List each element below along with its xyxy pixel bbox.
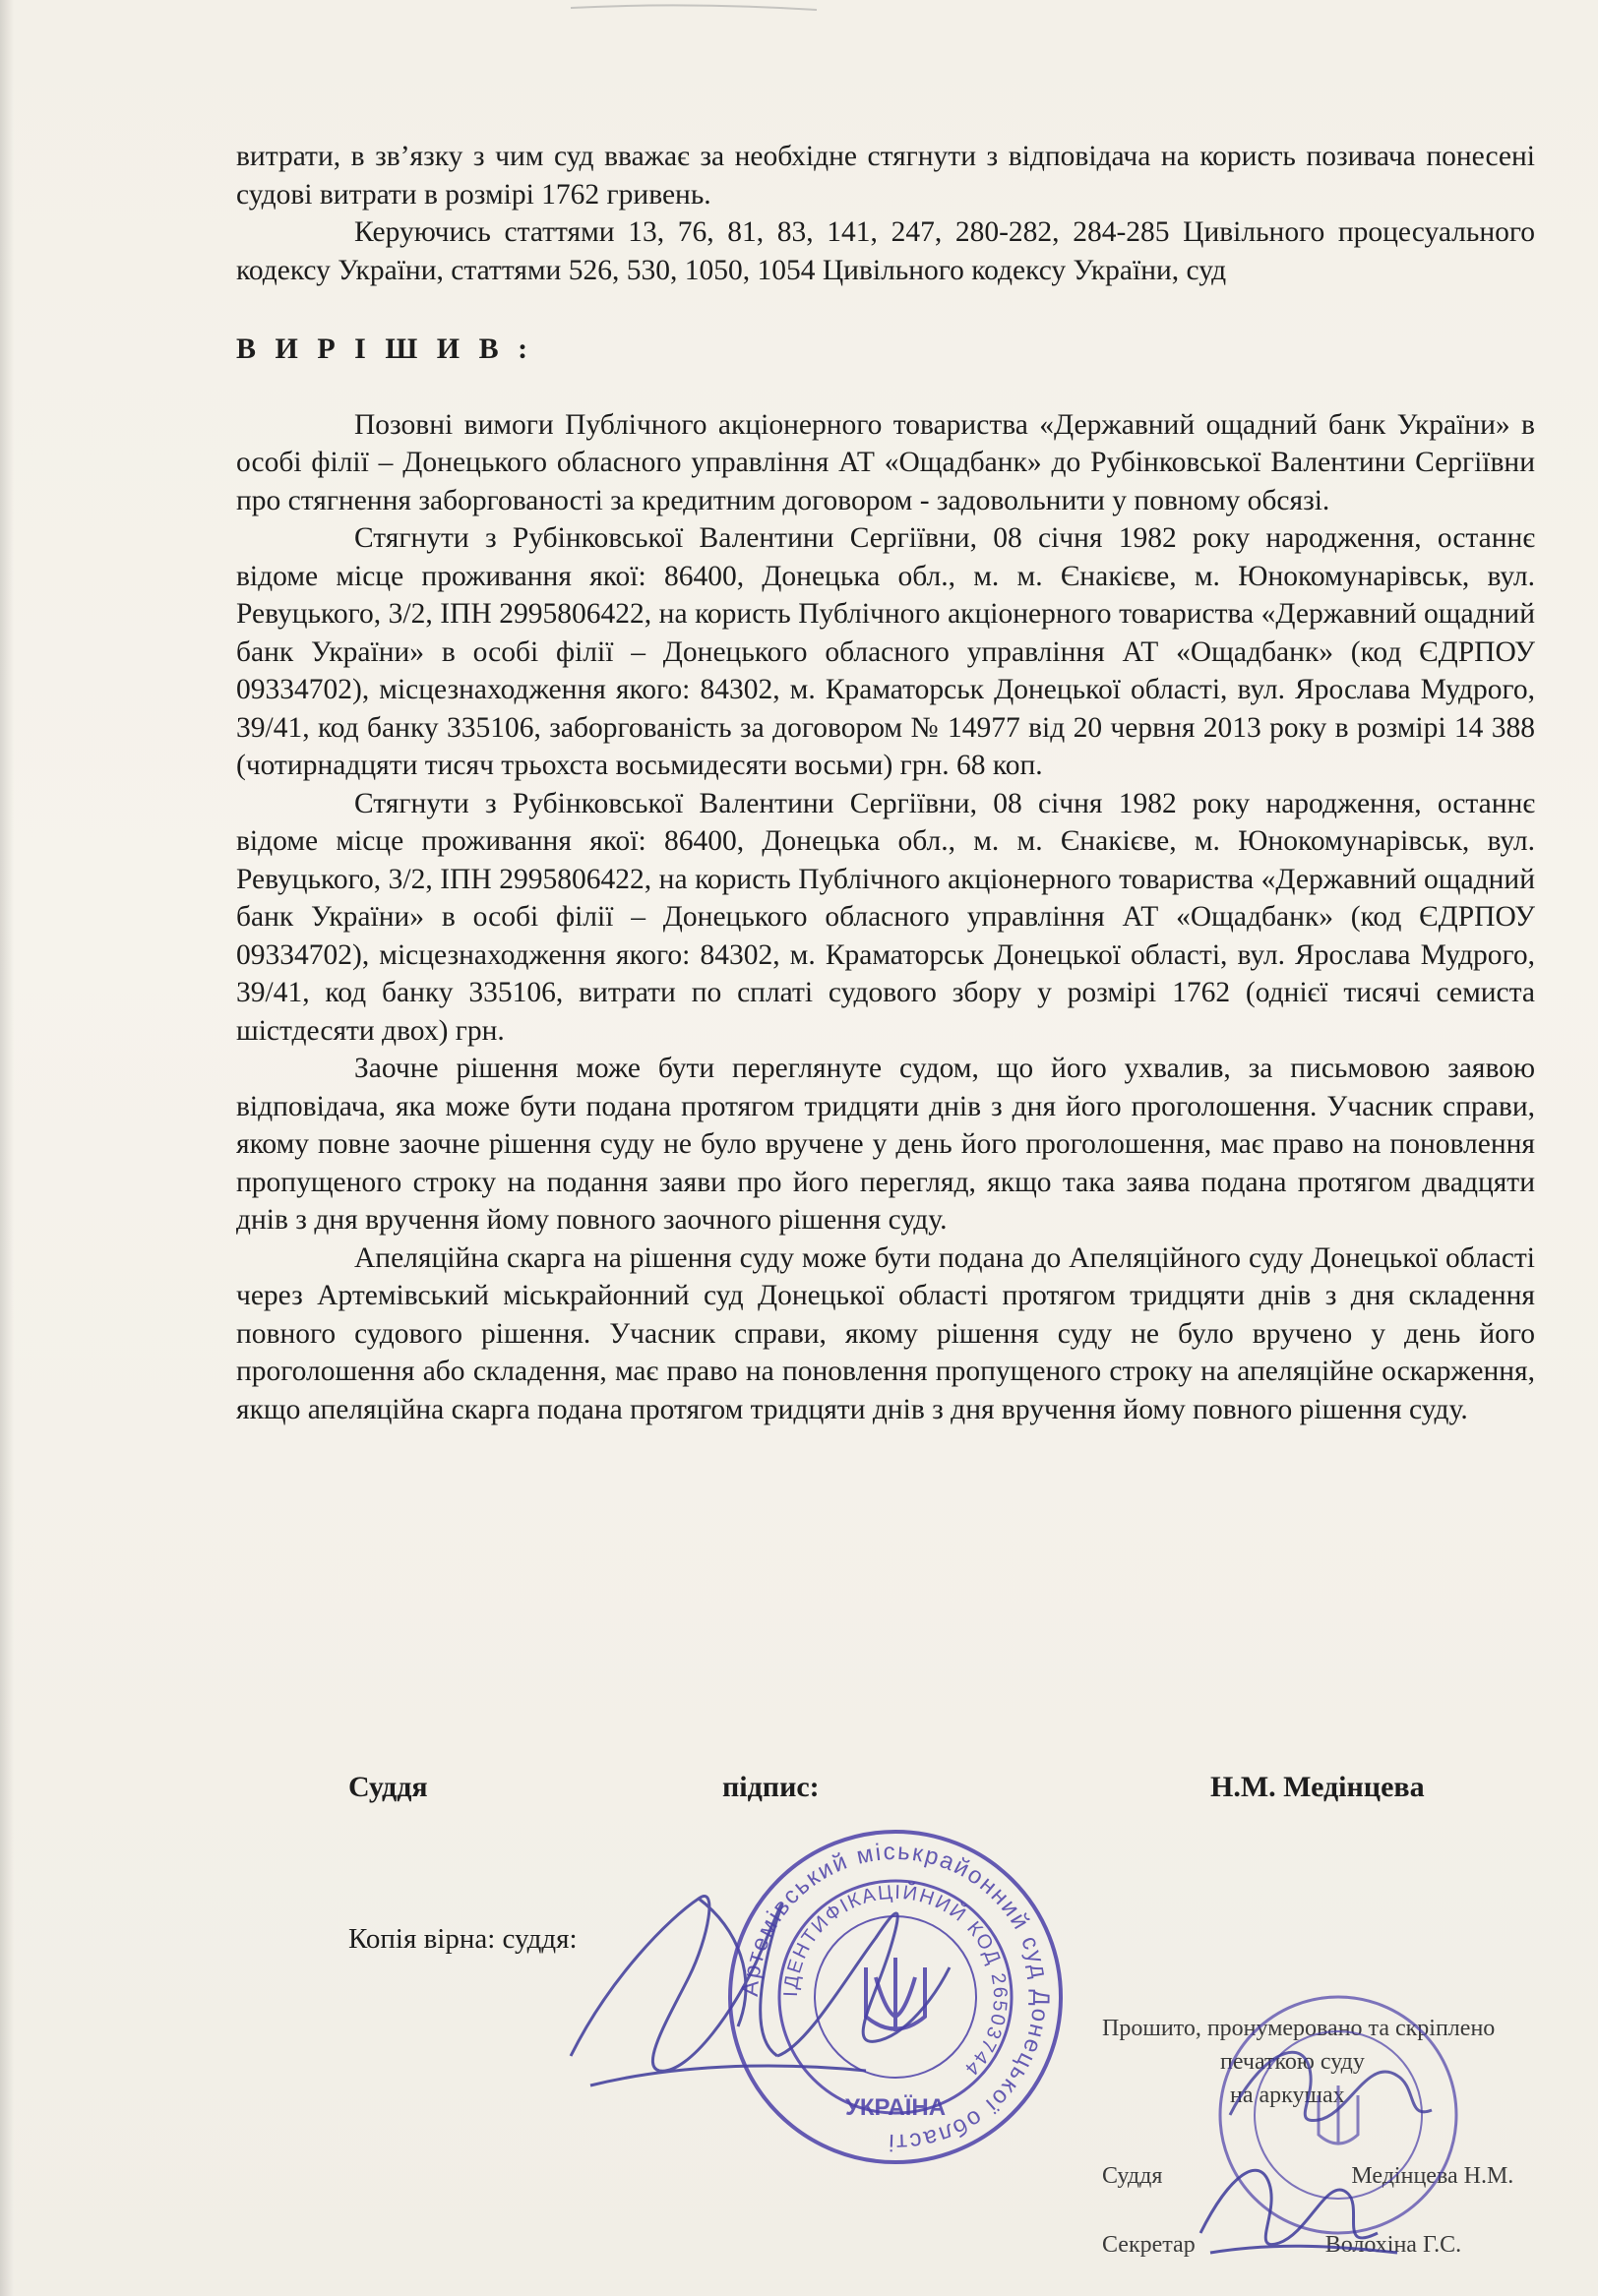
binding-line-2: печаткою суду xyxy=(1220,2049,1365,2075)
scan-top-mark xyxy=(492,0,984,24)
paragraph-appeal: Апеляційна скарга на рішення суду може бути подана до Апеляційного суду Донецької області через Артемівський міськрайонний суд Донецької області протягом тридцяти днів з дня складення повного судового рішення. Учасник справи, якому рішення суду не було вручено у день його проголошення або складення, має право на поновлення пропущеного строку на апеляційне оскарження, якщо апеляційна скарга подана протягом тридцяти днів з дня вручення йому повного рішення суду. xyxy=(236,1241,1535,1425)
paragraph-fee-recovery: Стягнути з Рубінковської Валентини Сергіївни, 08 січня 1982 року народження, останнє відоме місце проживання якої: 86400, Донецька обл., м. м. Єнакієве, м. Юнокомунарівськ, вул. Ревуцького, 3/2, ІПН 2995806422, на користь Публічного акціонерного товариства «Державний ощадний банк України» в особі філії – Донецького обласного управління АТ «Ощадбанк» (код ЄДРПОУ 09334702), місцезнаходження якого: 84302, м. Краматорськ Донецької області, вул. Ярослава Мудрого, 39/41, код банку 335106, витрати по сплаті судового збору у розмірі 1762 (однієї тисячі семиста шістдесяти двох) грн. xyxy=(236,787,1535,1047)
seal-ring-text: Артемівський міськрайонний суд Донецької області xyxy=(736,1838,1055,2156)
court-seal xyxy=(718,1820,1073,2174)
binding-line-1: Прошито, пронумеровано та скріплено xyxy=(1102,2016,1496,2041)
judge-label: Суддя xyxy=(348,1771,428,1803)
paragraph-articles: Керуючись статтями 13, 76, 81, 83, 141, 247, 280-282, 284-285 Цивільного процесуального кодексу України, статтями 526, 530, 1050, 1054 Цивільного кодексу України, суд xyxy=(236,216,1535,286)
paragraph-costs: витрати, в зв’язку з чим суд вважає за необхідне стягнути з відповідача на користь позивача понесені судові витрати в розмірі 1762 гривень. xyxy=(236,141,1535,211)
copy-certification: Копія вірна: суддя: xyxy=(348,1923,578,1955)
paragraph-claims-satisfied: Позовні вимоги Публічного акціонерного товариства «Державний ощадний банк України» в особі філії – Донецького обласного управління АТ «Ощадбанк» до Рубінковської Валентини Сергіївни про стягнення заборгованості за кредитним договором - задовольнити у повному обсязі. xyxy=(236,408,1535,516)
binding-judge-name: Медінцева Н.М. xyxy=(1351,2163,1514,2189)
seal-country: УКРАЇНА xyxy=(844,2094,947,2121)
document-body xyxy=(236,138,1535,1428)
decision-heading: В И Р І Ш И В : xyxy=(236,332,534,365)
seal-inner-text: ІДЕНТИФІКАЦІЙНИЙ КОД 26503744 xyxy=(779,1881,1012,2081)
page-edge-shadow xyxy=(0,0,14,2296)
signature-label: підпис: xyxy=(722,1771,820,1803)
paragraph-debt-recovery: Стягнути з Рубінковської Валентини Сергіївни, 08 січня 1982 року народження, останнє відоме місце проживання якої: 86400, Донецька обл., м. м. Єнакієве, м. Юнокомунарівськ, вул. Ревуцького, 3/2, ІПН 2995806422, на користь Публічного акціонерного товариства «Державний ощадний банк України» в особі філії – Донецького обласного управління АТ «Ощадбанк» (код ЄДРПОУ 09334702), місцезнаходження якого: 84302, м. Краматорськ Донецької області, вул. Ярослава Мудрого, 39/41, код банку 335106, заборгованість за договором № 14977 від 20 червня 2013 року в розмірі 14 388 (чотирнадцяти тисяч трьохста восьмидесяти восьми) грн. 68 коп. xyxy=(236,522,1535,781)
judge-name: Н.М. Медінцева xyxy=(1210,1771,1425,1803)
binding-secretary-name: Волохіна Г.С. xyxy=(1324,2232,1462,2258)
secretary-handwritten-signature xyxy=(1191,2135,1407,2272)
binding-secretary-label: Секретар xyxy=(1102,2232,1196,2258)
binding-judge-signature xyxy=(1220,2026,1437,2145)
trident-icon xyxy=(866,1958,925,2031)
paragraph-default-judgment-review: Заочне рішення може бути переглянуте судом, що його ухвалив, за письмовою заявою відповідача, яка може бути подана протягом тридцяти днів з дня його проголошення. Учасник справи, якому повне заочне рішення суду не було вручене у день його проголошення, має право на поновлення пропущеного строку на подання заяви про його перегляд, якщо така заява подана протягом двадцяти днів з дня вручення йому повного заочного рішення суду. xyxy=(236,1053,1535,1236)
binding-judge-label: Суддя xyxy=(1102,2163,1163,2189)
binding-line-3: на аркушах xyxy=(1230,2083,1345,2108)
